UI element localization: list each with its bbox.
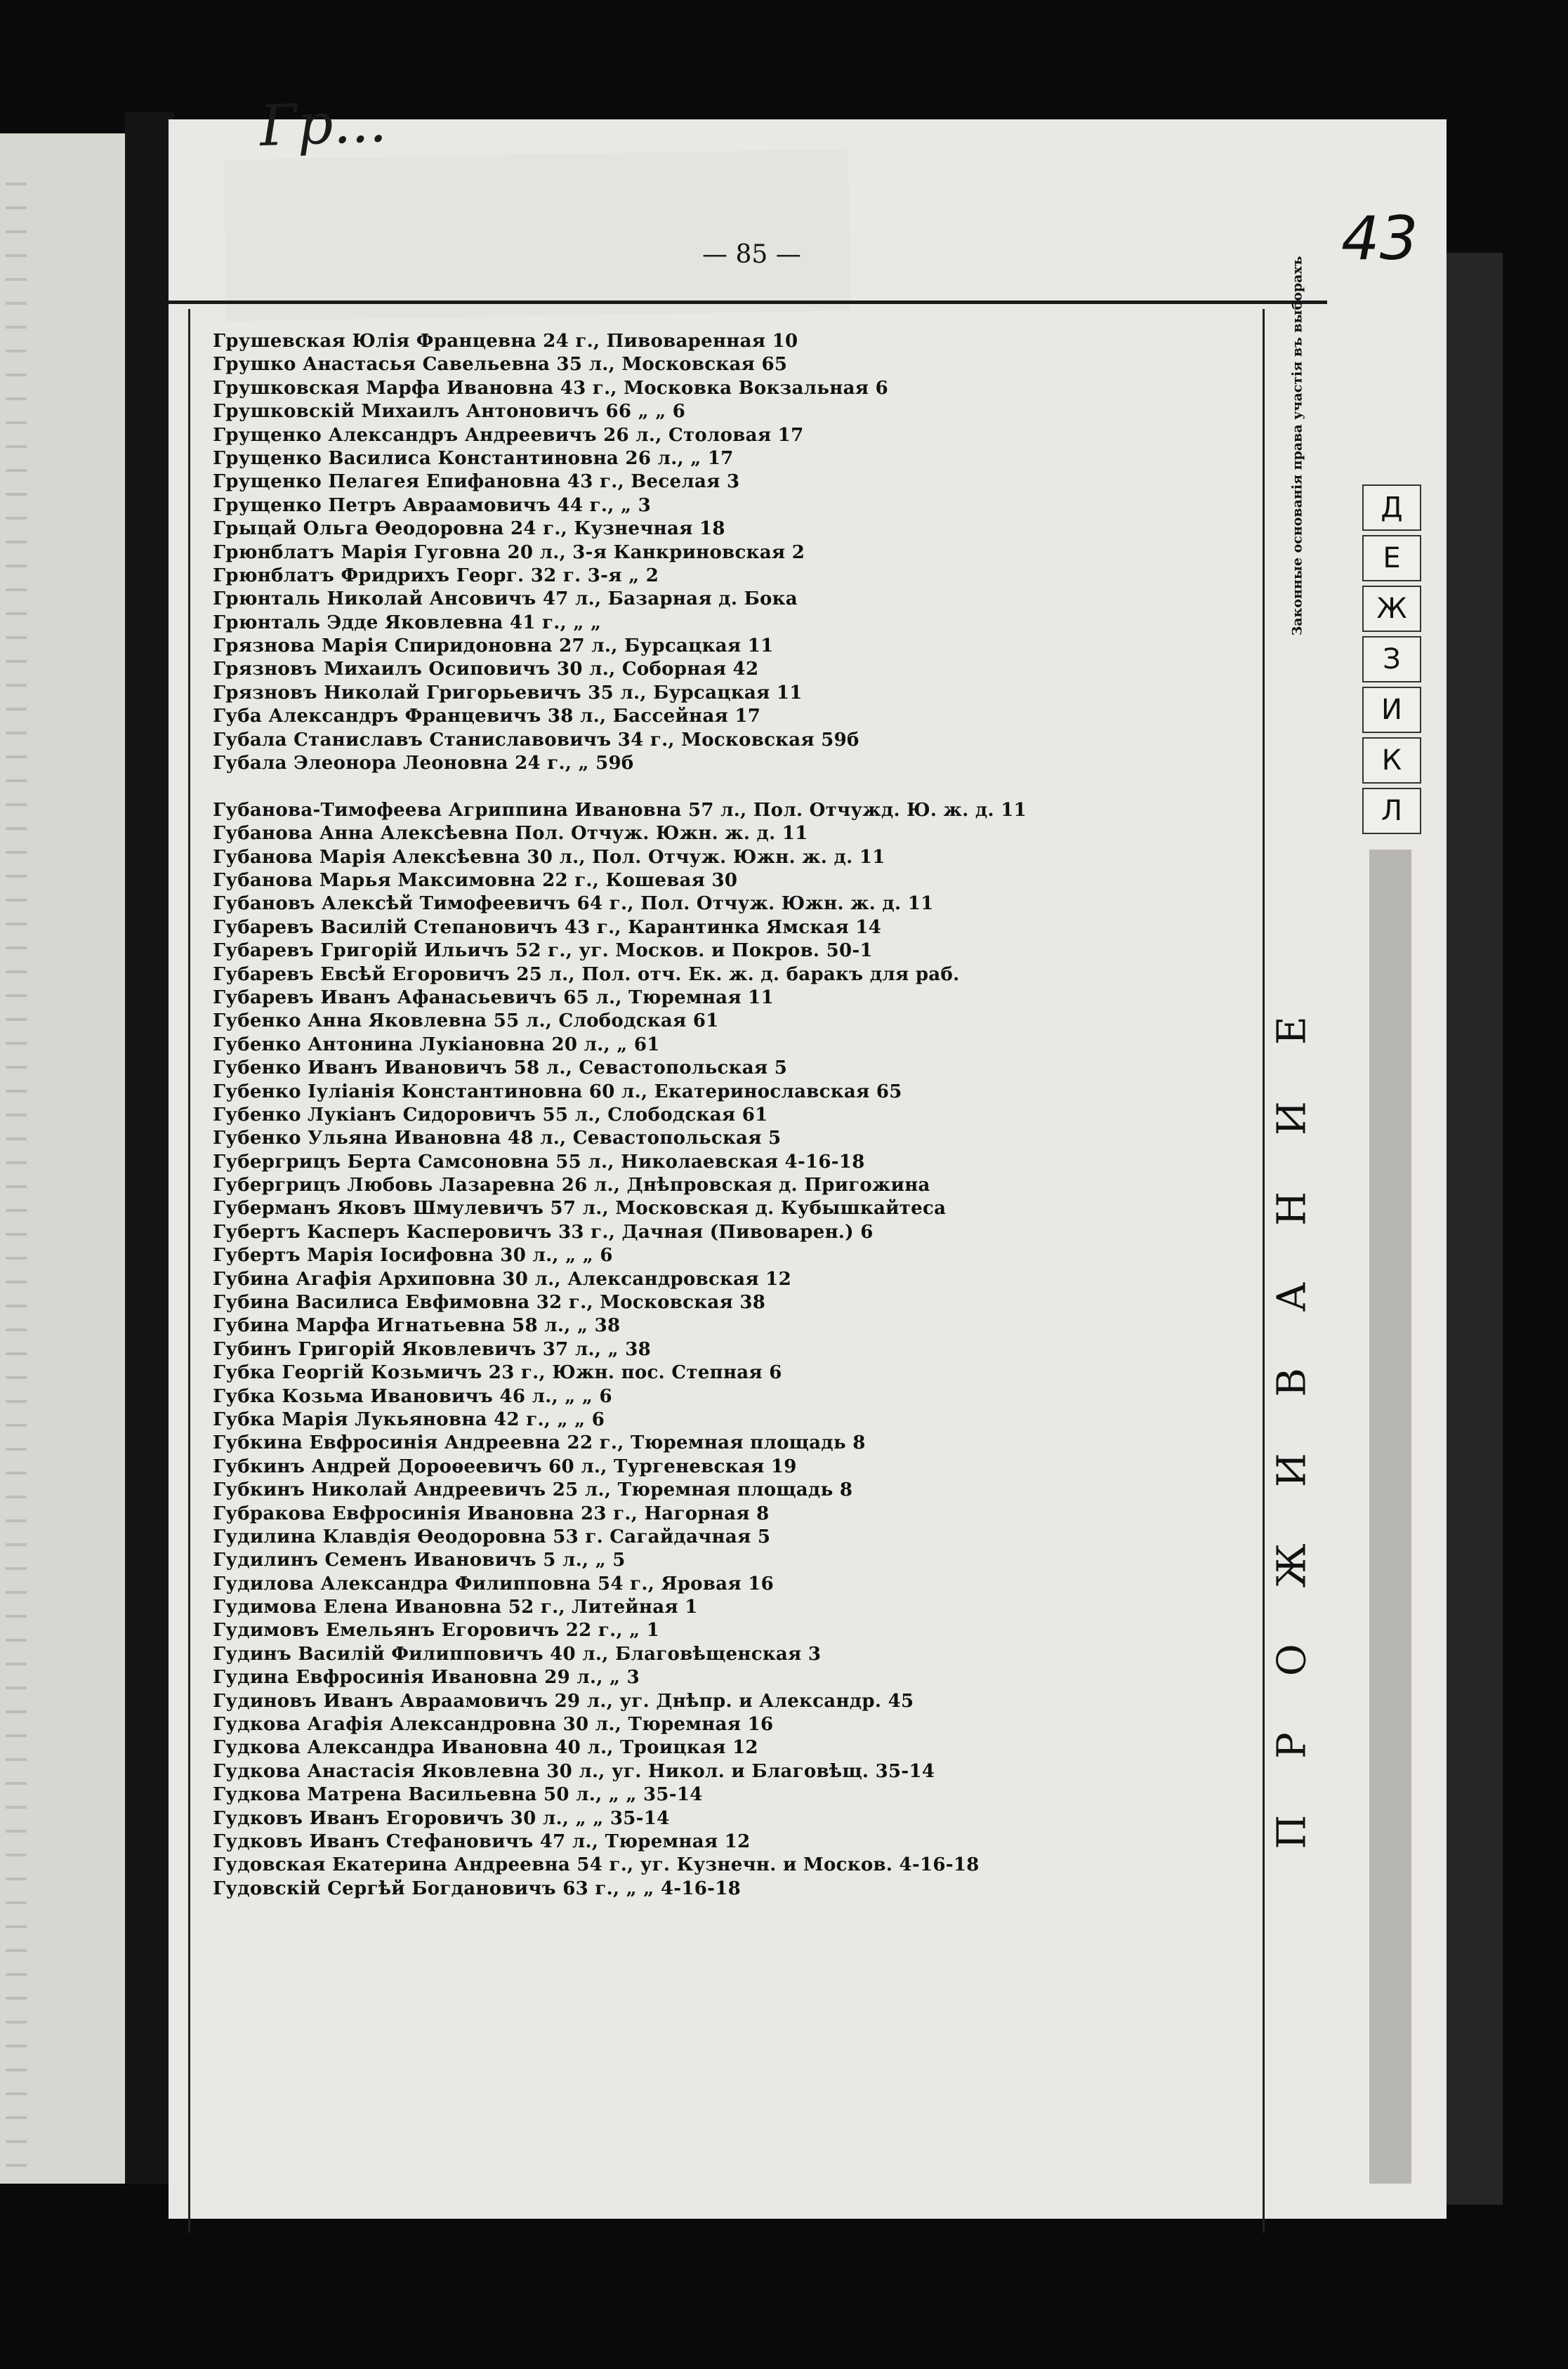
- list-item: Губаревъ Василій Степановичъ 43 г., Карантинка Ямская 14: [213, 916, 882, 938]
- list-item: Губенко Антонина Лукіановна 20 л., „ 61: [213, 1034, 660, 1055]
- list-item: Губенко Анна Яковлевна 55 л., Слободская 61: [213, 1010, 719, 1032]
- list-item: Губка Георгій Козьмичъ 23 г., Южн. пос. Степная 6: [213, 1362, 782, 1384]
- list-item: Грушковская Марфа Ивановна 43 г., Московка Вокзальная 6: [213, 377, 888, 399]
- list-item: Грущенко Василиса Константиновна 26 л., „ 17: [213, 447, 734, 469]
- list-item: Гудинъ Василій Филипповичъ 40 л., Благовѣщенская 3: [213, 1643, 822, 1665]
- list-item: Губенко Ульяна Ивановна 48 л., Севастопольская 5: [213, 1128, 782, 1149]
- column-header-note: [1272, 256, 1322, 636]
- list-item: Гудимовъ Емельянъ Егоровичъ 22 г., „ 1: [213, 1620, 660, 1642]
- list-item: Губанова Марья Максимовна 22 г., Кошевая 30: [213, 869, 738, 891]
- list-item: Губертъ Касперъ Касперовичъ 33 г., Дачная (Пивоварен.) 6: [213, 1221, 874, 1243]
- section-heading-text: ПРОЖИВАНИЕ: [1269, 959, 1315, 1849]
- section-heading-vertical: [1264, 843, 1320, 1966]
- list-item: Губергрицъ Любовь Лазаревна 26 л., Днѣпровская д. Пригожина: [213, 1175, 930, 1196]
- list-item: Гудкова Матрена Васильевна 50 л., „ „ 35-14: [213, 1784, 703, 1806]
- list-item: Губаревъ Иванъ Афанасьевичъ 65 л., Тюремная 11: [213, 986, 774, 1008]
- list-item: Губа Александръ Францевичъ 38 л., Бассейная 17: [213, 706, 761, 727]
- list-item: Губанова Марія Алексѣевна 30 л., Пол. Отчуж. Южн. ж. д. 11: [213, 846, 885, 868]
- header-rule: [169, 301, 1327, 304]
- list-item: Гудиновъ Иванъ Авраамовичъ 29 л., уг. Днѣпр. и Александр. 45: [213, 1690, 914, 1712]
- page-edge-shadow: [1447, 253, 1503, 2205]
- list-item: Грюнталь Эдде Яковлевна 41 г., „ „: [213, 612, 602, 633]
- list-item: Губанова Анна Алексѣевна Пол. Отчуж. Южн. ж. д. 11: [213, 823, 808, 845]
- list-item: Губина Марфа Игнатьевна 58 л., „ 38: [213, 1315, 621, 1337]
- list-item: Гудкова Анастасія Яковлевна 30 л., уг. Никол. и Благовѣщ. 35-14: [213, 1760, 935, 1782]
- list-item: Гудимова Елена Ивановна 52 г., Литейная 1: [213, 1597, 698, 1618]
- list-item: Губертъ Марія Іосифовна 30 л., „ „ 6: [213, 1245, 613, 1267]
- index-tab-strip: [1369, 850, 1411, 2184]
- list-item: Гудкова Агафія Александровна 30 л., Тюремная 16: [213, 1714, 774, 1736]
- index-tab[interactable]: К: [1362, 737, 1421, 784]
- column-header-text: Законные основанія права участія въ выборахъ: [1289, 256, 1305, 636]
- index-tab[interactable]: З: [1362, 636, 1421, 682]
- index-tab[interactable]: Ж: [1362, 586, 1421, 632]
- list-item: Грущенко Александръ Андреевичъ 26 л., Столовая 17: [213, 424, 804, 446]
- index-tab[interactable]: Д: [1362, 484, 1421, 531]
- index-tab[interactable]: И: [1362, 687, 1421, 733]
- resident-list: [213, 330, 1252, 1901]
- list-item: Грушко Анастасья Савельевна 35 л., Московская 65: [213, 354, 788, 376]
- list-item: Губина Агафія Архиповна 30 л., Александровская 12: [213, 1268, 791, 1290]
- paper-tab: [223, 149, 851, 321]
- book-spine: [125, 112, 174, 2184]
- list-item: Грушковскій Михаилъ Антоновичъ 66 „ „ 6: [213, 401, 686, 423]
- index-tab[interactable]: Л: [1362, 788, 1421, 834]
- left-page-text-strip: [6, 161, 27, 2184]
- list-item: Губка Марія Лукьяновна 42 г., „ „ 6: [213, 1408, 605, 1430]
- list-item: Губаревъ Григорій Ильичъ 52 г., уг. Москов. и Покров. 50-1: [213, 940, 873, 962]
- list-item: Губанова-Тимофеева Агриппина Ивановна 57 л., Пол. Отчужд. Ю. ж. д. 11: [213, 799, 1027, 821]
- list-item: Гудковъ Иванъ Егоровичъ 30 л., „ „ 35-14: [213, 1807, 670, 1829]
- list-item: Грущенко Петръ Авраамовичъ 44 г., „ 3: [213, 494, 651, 516]
- list-item: Грязновъ Николай Григорьевичъ 35 л., Бурсацкая 11: [213, 682, 803, 704]
- alphabet-index-tabs: [1362, 484, 1425, 838]
- list-item: Гудина Евфросинія Ивановна 29 л., „ 3: [213, 1667, 640, 1689]
- list-item: Губкинъ Андрей Дороѳеевичъ 60 л., Тургеневская 19: [213, 1456, 797, 1477]
- list-item: Гудовская Екатерина Андреевна 54 г., уг. Кузнечн. и Москов. 4-16-18: [213, 1854, 980, 1876]
- list-item: Губановъ Алексѣй Тимофеевичъ 64 г., Пол. Отчуж. Южн. ж. д. 11: [213, 893, 934, 915]
- list-item: Грущенко Пелагея Епифановна 43 г., Веселая 3: [213, 471, 740, 493]
- list-item: Губенко Лукіанъ Сидоровичъ 55 л., Слободская 61: [213, 1104, 768, 1126]
- list-item: Губина Василиса Евфимовна 32 г., Московская 38: [213, 1292, 766, 1314]
- list-item: Грюнблатъ Марія Гуговна 20 л., 3-я Канкриновская 2: [213, 541, 805, 563]
- list-item: Грушевская Юлія Францевна 24 г., Пивоваренная 10: [213, 331, 798, 352]
- list-item: Грязнова Марія Спиридоновна 27 л., Бурсацкая 11: [213, 635, 774, 657]
- list-item: Грыцай Ольга Өеодоровна 24 г., Кузнечная 18: [213, 518, 725, 540]
- handwritten-tab-note: Гр...: [258, 88, 388, 159]
- list-item: Губкина Евфросинія Андреевна 22 г., Тюремная площадь 8: [213, 1432, 866, 1454]
- list-item: Гудкова Александра Ивановна 40 л., Троицкая 12: [213, 1737, 758, 1759]
- handwritten-page-number: 43: [1341, 204, 1418, 274]
- list-item: Губаревъ Евсѣй Егоровичъ 25 л., Пол. отч. Ек. ж. д. баракъ для раб.: [213, 963, 960, 985]
- list-item: [213, 775, 1252, 798]
- list-item: Грязновъ Михаилъ Осиповичъ 30 л., Соборная 42: [213, 659, 759, 680]
- list-item: Губракова Евфросинія Ивановна 23 г., Нагорная 8: [213, 1503, 770, 1524]
- list-item: Губкинъ Николай Андреевичъ 25 л., Тюремная площадь 8: [213, 1479, 853, 1501]
- list-item: Губала Элеонора Леоновна 24 г., „ 59б: [213, 753, 634, 774]
- list-item: Гудовскій Сергѣй Богдановичъ 63 г., „ „ 4-16-18: [213, 1878, 742, 1899]
- list-item: Гудковъ Иванъ Стефановичъ 47 л., Тюремная 12: [213, 1831, 751, 1852]
- page-number: — 85 —: [702, 240, 801, 269]
- list-item: Грюнблатъ Фридрихъ Георг. 32 г. 3-я „ 2: [213, 565, 659, 586]
- list-item: Губерманъ Яковъ Шмулевичъ 57 л., Московская д. Кубышкайтеса: [213, 1198, 947, 1220]
- list-item: Губенко Іуліанія Константиновна 60 л., Екатеринославская 65: [213, 1081, 902, 1102]
- list-item: Губенко Иванъ Ивановичъ 58 л., Севастопольская 5: [213, 1057, 788, 1079]
- list-item: Гудилинъ Семенъ Ивановичъ 5 л., „ 5: [213, 1550, 626, 1571]
- list-item: Гудилова Александра Филипповна 54 г., Яровая 16: [213, 1573, 774, 1595]
- list-item: Губинъ Григорій Яковлевичъ 37 л., „ 38: [213, 1338, 651, 1360]
- list-item: Губергрицъ Берта Самсоновна 55 л., Николаевская 4-16-18: [213, 1151, 865, 1173]
- list-item: Губала Станиславъ Станиславовичъ 34 г., Московская 59б: [213, 729, 859, 751]
- left-column-rule: [188, 309, 190, 2233]
- list-item: Губка Козьма Ивановичъ 46 л., „ „ 6: [213, 1385, 612, 1407]
- list-item: Грюнталь Николай Ансовичъ 47 л., Базарная д. Бока: [213, 588, 798, 610]
- index-tab[interactable]: Е: [1362, 535, 1421, 581]
- list-item: Гудилина Клавдія Өеодоровна 53 г. Сагайдачная 5: [213, 1526, 771, 1548]
